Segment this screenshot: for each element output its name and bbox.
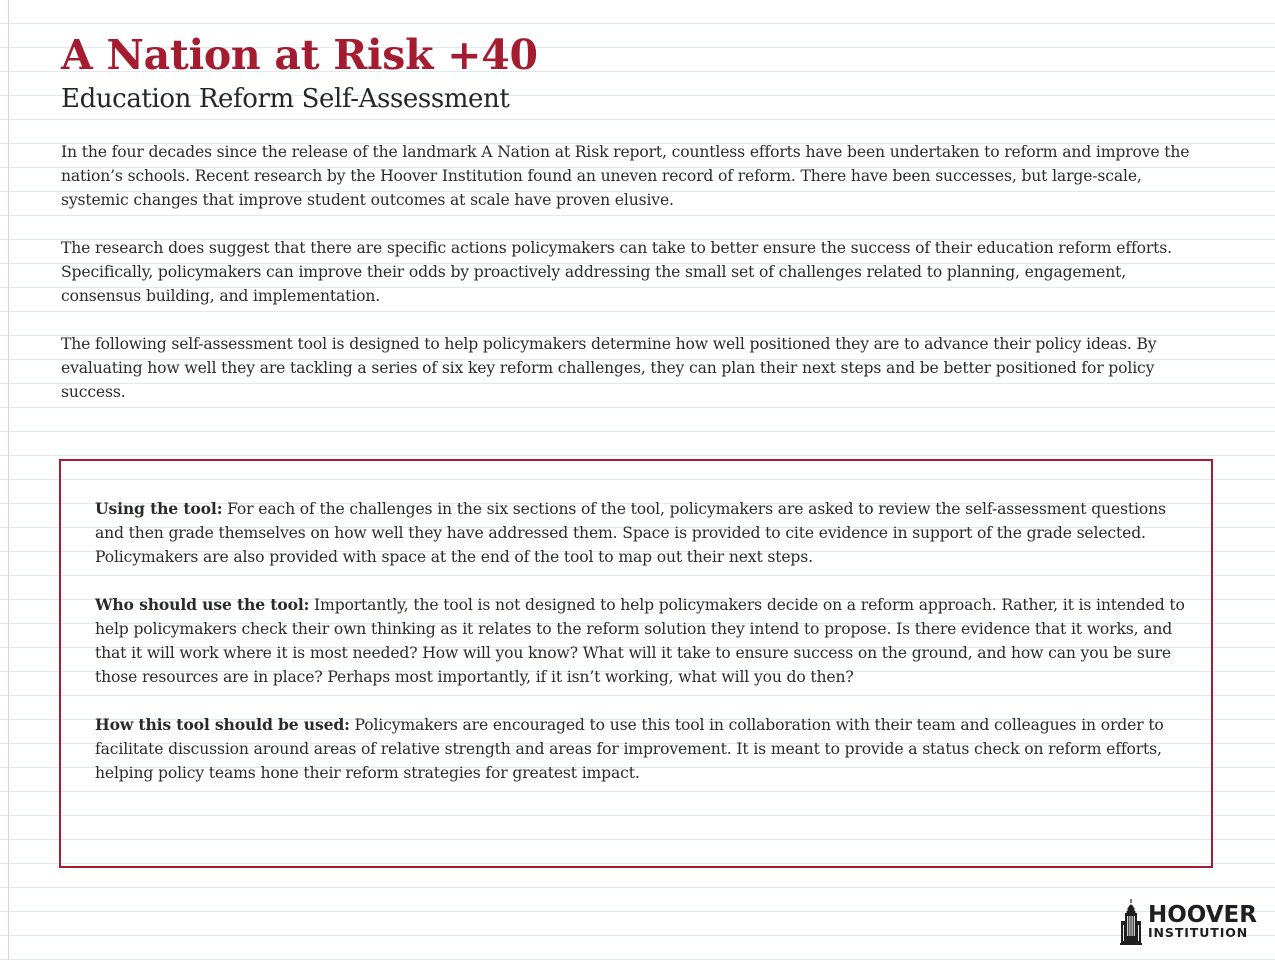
how-to-use-text: Policymakers are encouraged to use this tool in collaboration with their team and colleagues in order to facilitate discussion around areas of relative strength and areas for improvement. It is meant to provide a status check on reform efforts, helping policy teams hone their reform strategies for greatest impact. bbox=[95, 716, 1164, 782]
using-the-tool-heading: Using the tool: bbox=[95, 499, 223, 518]
how-to-use-paragraph bbox=[95, 713, 1185, 785]
using-the-tool-text: For each of the challenges in the six sections of the tool, policymakers are asked to review the self-assessment questions and then grade themselves on how well they have addressed them. Space is provided to cite evidence in support of the grade selected. Policymakers are also provided with space at the end of the tool to map out their next steps. bbox=[95, 500, 1166, 566]
who-should-use-heading: Who should use the tool: bbox=[95, 595, 310, 614]
page-title: A Nation at Risk +40 bbox=[61, 31, 538, 79]
how-to-use-heading: How this tool should be used: bbox=[95, 715, 350, 734]
instructions-box bbox=[59, 459, 1213, 868]
logo-name-line2: INSTITUTION bbox=[1148, 925, 1249, 940]
intro-paragraph-2: The research does suggest that there are specific actions policymakers can take to better ensure the success of their education reform efforts. Specifically, policymakers can improve their odds by proactively addressing the small set of challenges related to planning, engagement, consensus building, and implementation. bbox=[61, 239, 1172, 305]
hoover-tower-icon bbox=[1120, 899, 1142, 945]
who-should-use-text: Importantly, the tool is not designed to help policymakers decide on a reform approach. Rather, it is intended to help policymakers check their own thinking as it relates to the reform solution they intend to propose. Is there evidence that it works, and that it will work where it is most needed? How will you know? What will it take to ensure success on the ground, and how can you be sure those resources are in place? Perhaps most importantly, if it isn’t working, what will you do then? bbox=[95, 596, 1185, 686]
instructions-content bbox=[95, 497, 1185, 809]
intro-paragraph-1: In the four decades since the release of the landmark A Nation at Risk report, countless efforts have been undertaken to reform and improve the nation’s schools. Recent research by the Hoover Institution found an uneven record of reform. There have been successes, but large-scale, systemic changes that improve student outcomes at scale have proven elusive. bbox=[61, 143, 1190, 209]
page-subtitle: Education Reform Self-Assessment bbox=[61, 84, 510, 114]
who-should-use-paragraph bbox=[95, 593, 1185, 689]
logo-name-line1: HOOVER bbox=[1148, 902, 1257, 928]
hoover-institution-logo bbox=[1120, 899, 1260, 945]
intro-section bbox=[61, 140, 1206, 428]
intro-paragraph-3: The following self-assessment tool is designed to help policymakers determine how well positioned they are to advance their policy ideas. By evaluating how well they are tackling a series of six key reform challenges, they can plan their next steps and be better positioned for policy success. bbox=[61, 335, 1157, 401]
using-the-tool-paragraph bbox=[95, 497, 1185, 569]
